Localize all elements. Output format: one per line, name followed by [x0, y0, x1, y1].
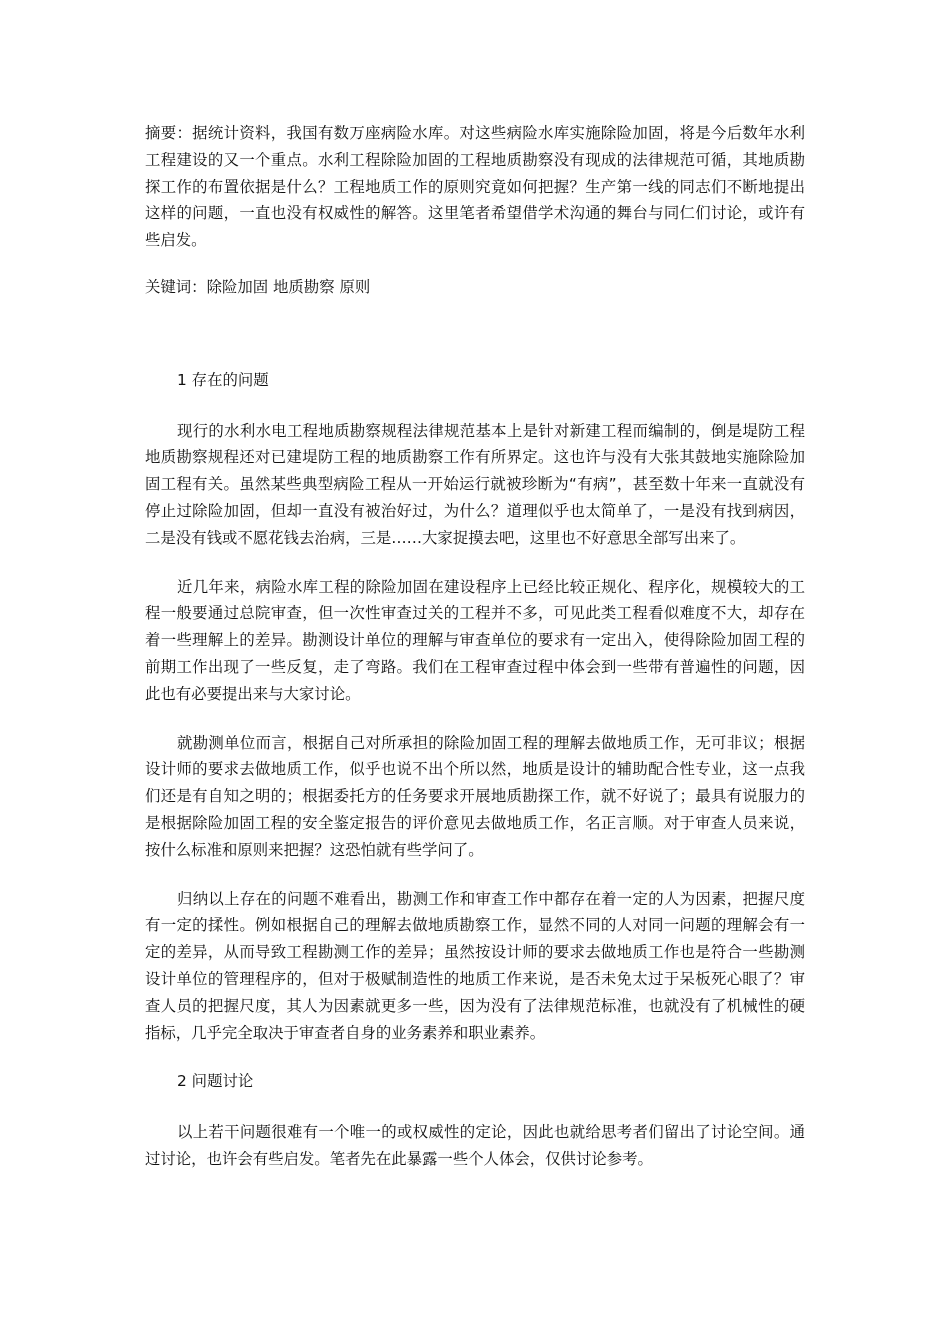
section-1-paragraph-4: 归纳以上存在的问题不难看出，勘测工作和审查工作中都存在着一定的人为因素，把握尺度有一定的揉性。例如根据自己的理解去做地质勘察工作，显然不同的人对同一问题的理解会有一定的差异，从而导致工程勘测工作的差异；虽然按设计师的要求去做地质工作也是符合一些勘测设计单位的管理程序的，但对于极赋制造性的地质工作来说，是否未免太过于呆板死心眼了？审查人员的把握尺度，其人为因素就更多一些，因为没有了法律规范标准，也就没有了机械性的硬指标，几乎完全取决于审查者自身的业务素养和职业素养。	[145, 889, 805, 1042]
abstract: 摘要：据统计资料，我国有数万座病险水库。对这些病险水库实施除险加固，将是今后数年水利工程建设的又一个重点。水利工程除险加固的工程地质勘察没有现成的法律规范可循，其地质勘探工作的布置依据是什么？工程地质工作的原则究竟如何把握？生产第一线的同志们不断地提出这样的问题，一直也没有权威性的解答。这里笔者希望借学术沟通的舞台与同仁们讨论，或许有些启发。	[145, 124, 805, 250]
document-body	[145, 120, 805, 1173]
section-1-paragraph-2: 近几年来，病险水库工程的除险加固在建设程序上已经比较正规化、程序化，规模较大的工程一般要通过总院审查，但一次性审查过关的工程并不多，可见此类工程看似难度不大，却存在着一些理解上的差异。勘测设计单位的理解与审查单位的要求有一定出入，使得除险加固工程的前期工作出现了一些反复，走了弯路。我们在工程审查过程中体会到一些带有普遍性的问题，因此也有必要提出来与大家讨论。	[145, 577, 805, 703]
section-2-heading: 2 问题讨论	[177, 1072, 254, 1091]
keywords: 关键词：除险加固 地质勘察 原则	[145, 277, 371, 296]
section-1-paragraph-3: 就勘测单位而言，根据自己对所承担的除险加固工程的理解去做地质工作，无可非议；根据设计师的要求去做地质工作，似乎也说不出个所以然，地质是设计的辅助配合性专业，这一点我们还是有自知之明的；根据委托方的任务要求开展地质勘探工作，就不好说了；最具有说服力的是根据除险加固工程的安全鉴定报告的评价意见去做地质工作，名正言顺。对于审查人员来说，按什么标准和原则来把握？这恐怕就有些学问了。	[145, 733, 805, 859]
section-2-paragraph-1: 以上若干问题很难有一个唯一的或权威性的定论，因此也就给思考者们留出了讨论空间。通过讨论，也许会有些启发。笔者先在此暴露一些个人体会，仅供讨论参考。	[145, 1123, 805, 1168]
section-1-heading: 1 存在的问题	[177, 370, 269, 389]
section-1-paragraph-1: 现行的水利水电工程地质勘察规程法律规范基本上是针对新建工程而编制的，倒是堤防工程地质勘察规程还对已建堤防工程的地质勘察工作有所界定。这也许与没有大张其鼓地实施除险加固工程有关。虽然某些典型病险工程从一开始运行就被珍断为“有病”，甚至数十年来一直就没有停止过除险加固，但却一直没有被治好过，为什么？道理似乎也太简单了，一是没有找到病因，二是没有钱或不愿花钱去治病，三是……大家捉摸去吧，这里也不好意思全部写出来了。	[145, 421, 805, 547]
